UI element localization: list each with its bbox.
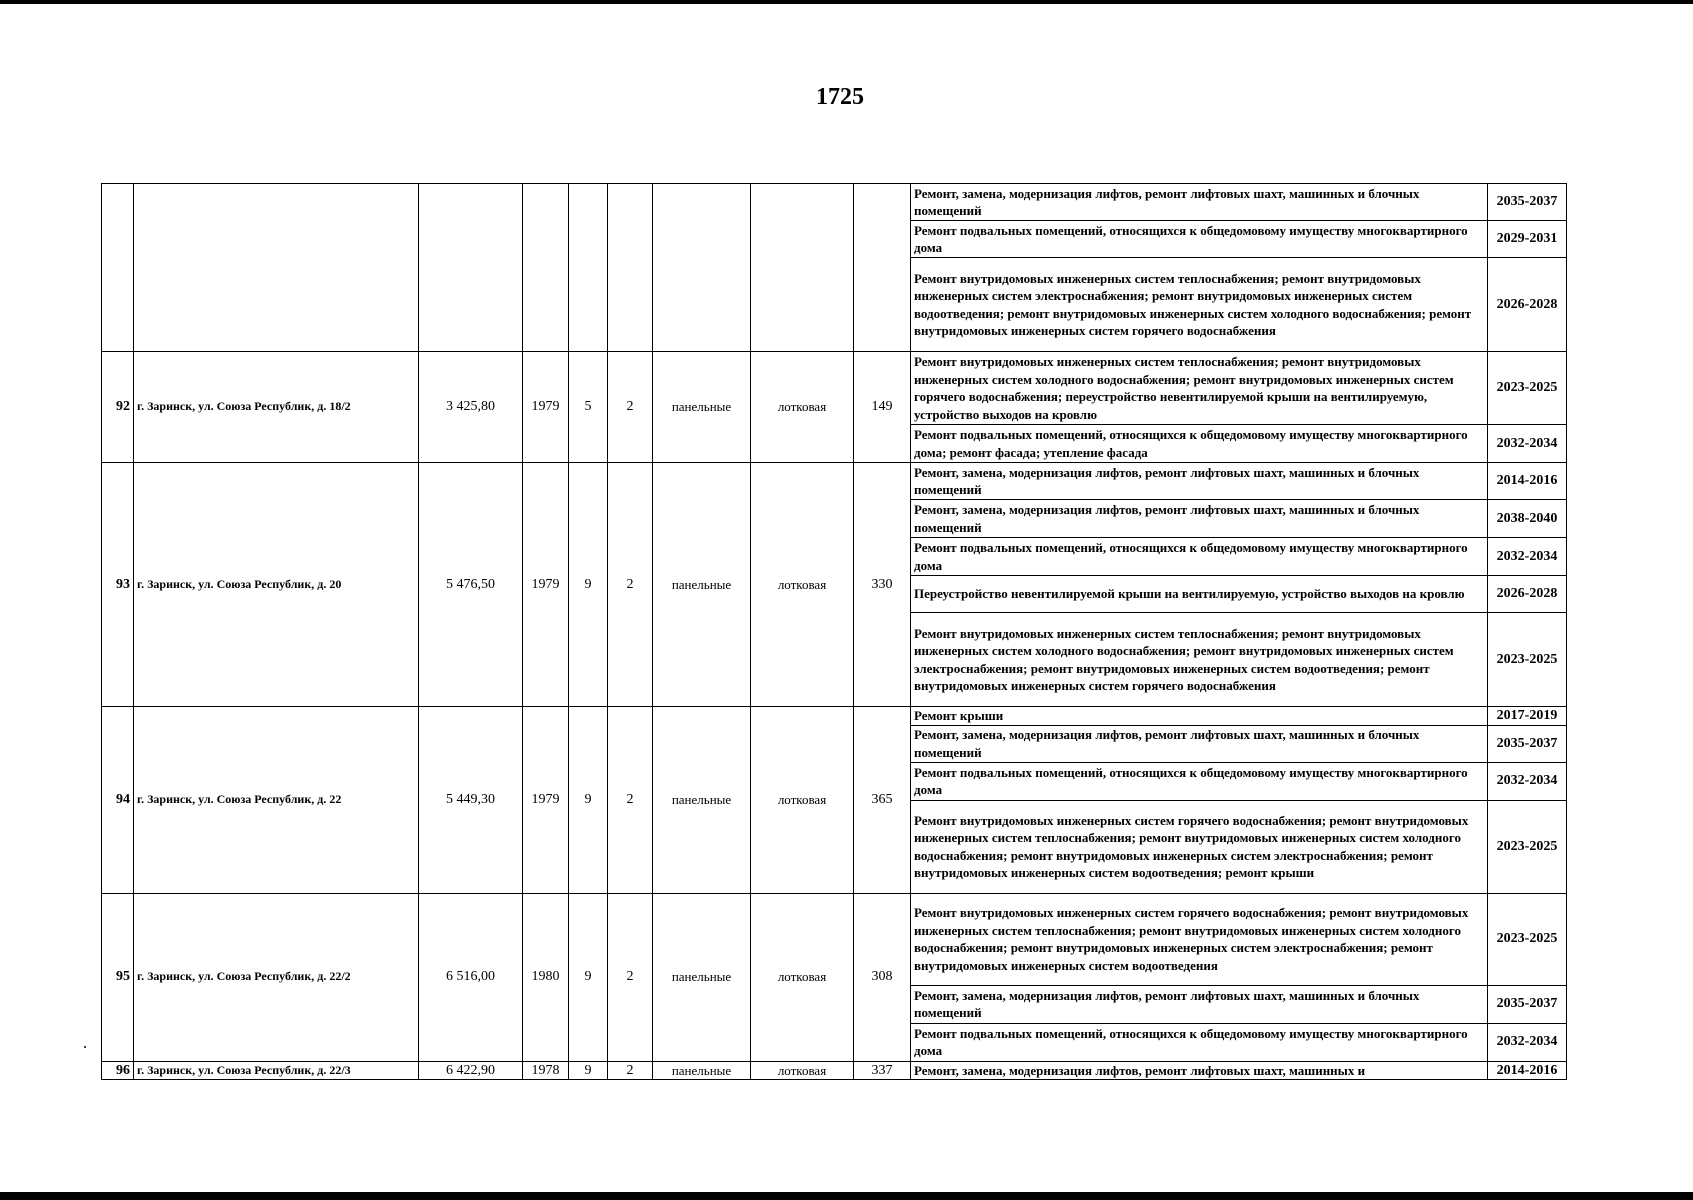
build-year: 1979 [523,463,569,707]
floors-count: 9 [569,893,608,1061]
work-period: 2023-2025 [1488,893,1567,985]
work-description: Ремонт, замена, модернизация лифтов, ремонт лифтовых шахт, машинных и блочных помещений [911,985,1488,1023]
table-row [102,1061,1567,1080]
work-period: 2017-2019 [1488,707,1567,726]
house-address [134,184,419,352]
work-description: Ремонт подвальных помещений, относящихся к общедомовому имуществу многоквартирного дома; ремонт фасада; утепление фасада [911,425,1488,463]
house-address: г. Заринск, ул. Союза Республик, д. 22 [134,707,419,894]
work-description: Ремонт, замена, модернизация лифтов, ремонт лифтовых шахт, машинных и блочных помещений [911,184,1488,221]
work-period: 2035-2037 [1488,985,1567,1023]
total-area: 5 476,50 [419,463,523,707]
roof-type: лотковая [751,1061,854,1080]
wall-material: панельные [653,352,751,463]
scan-speck [84,1046,86,1048]
entrances-count [608,184,653,352]
roof-type: лотковая [751,893,854,1061]
table-body [102,184,1567,1080]
table-row [102,352,1567,425]
work-description: Ремонт крыши [911,707,1488,726]
roof-type [751,184,854,352]
work-description: Ремонт, замена, модернизация лифтов, ремонт лифтовых шахт, машинных и блочных помещений [911,725,1488,762]
residents-count: 337 [854,1061,911,1080]
work-description: Ремонт подвальных помещений, относящихся к общедомовому имуществу многоквартирного дома [911,538,1488,576]
residents-count: 330 [854,463,911,707]
work-period: 2014-2016 [1488,1061,1567,1080]
entrances-count: 2 [608,893,653,1061]
work-period: 2038-2040 [1488,500,1567,538]
entrances-count: 2 [608,1061,653,1080]
total-area: 3 425,80 [419,352,523,463]
floors-count: 5 [569,352,608,463]
wall-material: панельные [653,893,751,1061]
residents-count [854,184,911,352]
build-year: 1979 [523,352,569,463]
work-period: 2032-2034 [1488,425,1567,463]
work-description: Переустройство невентилируемой крыши на вентилируемую, устройство выходов на кровлю [911,576,1488,613]
wall-material [653,184,751,352]
build-year: 1979 [523,707,569,894]
work-description: Ремонт подвальных помещений, относящихся к общедомовому имуществу многоквартирного дома [911,221,1488,258]
roof-type: лотковая [751,707,854,894]
build-year: 1978 [523,1061,569,1080]
work-description: Ремонт, замена, модернизация лифтов, ремонт лифтовых шахт, машинных и блочных помещений [911,500,1488,538]
build-year: 1980 [523,893,569,1061]
work-period: 2023-2025 [1488,800,1567,893]
floors-count: 9 [569,1061,608,1080]
work-description: Ремонт внутридомовых инженерных систем теплоснабжения; ремонт внутридомовых инженерных систем электроснабжения; ремонт внутридомовых инженерных систем водоотведения; ремонт внутридомовых инженерных систем холодного водоснабжения; ремонт внутридомовых инженерных систем горячего водоснабжения [911,258,1488,352]
work-description: Ремонт, замена, модернизация лифтов, ремонт лифтовых шахт, машинных и [911,1061,1488,1080]
entrances-count: 2 [608,463,653,707]
work-period: 2026-2028 [1488,258,1567,352]
work-period: 2026-2028 [1488,576,1567,613]
page-number: 1725 [816,84,864,110]
top-scan-border [0,0,1693,4]
work-period: 2035-2037 [1488,725,1567,762]
table-row [102,893,1567,985]
row-number: 95 [102,893,134,1061]
table-row [102,707,1567,726]
work-period: 2023-2025 [1488,613,1567,707]
residents-count: 149 [854,352,911,463]
work-description: Ремонт подвальных помещений, относящихся к общедомовому имуществу многоквартирного дома [911,762,1488,800]
work-period: 2035-2037 [1488,184,1567,221]
entrances-count: 2 [608,352,653,463]
total-area: 5 449,30 [419,707,523,894]
row-number: 94 [102,707,134,894]
table-row [102,184,1567,221]
entrances-count: 2 [608,707,653,894]
row-number: 92 [102,352,134,463]
work-description: Ремонт внутридомовых инженерных систем горячего водоснабжения; ремонт внутридомовых инженерных систем теплоснабжения; ремонт внутридомовых инженерных систем холодного водоснабжения; ремонт внутридомовых инженерных систем электроснабжения; ремонт внутридомовых инженерных систем водоотведения [911,893,1488,985]
work-period: 2023-2025 [1488,352,1567,425]
work-description: Ремонт внутридомовых инженерных систем теплоснабжения; ремонт внутридомовых инженерных систем холодного водоснабжения; ремонт внутридомовых инженерных систем горячего водоснабжения; переустройство невентилируемой крыши на вентилируемую, устройство выходов на кровлю [911,352,1488,425]
house-address: г. Заринск, ул. Союза Республик, д. 22/3 [134,1061,419,1080]
house-address: г. Заринск, ул. Союза Республик, д. 18/2 [134,352,419,463]
row-number: 96 [102,1061,134,1080]
residents-count: 365 [854,707,911,894]
bottom-scan-border [0,1192,1693,1200]
total-area: 6 516,00 [419,893,523,1061]
row-number [102,184,134,352]
housing-repair-table [101,183,1567,1080]
house-address: г. Заринск, ул. Союза Республик, д. 22/2 [134,893,419,1061]
work-period: 2014-2016 [1488,463,1567,500]
work-period: 2029-2031 [1488,221,1567,258]
floors-count: 9 [569,463,608,707]
wall-material: панельные [653,1061,751,1080]
floors-count: 9 [569,707,608,894]
floors-count [569,184,608,352]
roof-type: лотковая [751,463,854,707]
residents-count: 308 [854,893,911,1061]
total-area: 6 422,90 [419,1061,523,1080]
work-period: 2032-2034 [1488,1023,1567,1061]
build-year [523,184,569,352]
row-number: 93 [102,463,134,707]
wall-material: панельные [653,707,751,894]
work-description: Ремонт подвальных помещений, относящихся к общедомовому имуществу многоквартирного дома [911,1023,1488,1061]
total-area [419,184,523,352]
work-period: 2032-2034 [1488,762,1567,800]
work-period: 2032-2034 [1488,538,1567,576]
work-description: Ремонт внутридомовых инженерных систем теплоснабжения; ремонт внутридомовых инженерных систем холодного водоснабжения; ремонт внутридомовых инженерных систем электроснабжения; ремонт внутридомовых инженерных систем водоотведения; ремонт внутридомовых инженерных систем горячего водоснабжения [911,613,1488,707]
table-row [102,463,1567,500]
work-description: Ремонт внутридомовых инженерных систем горячего водоснабжения; ремонт внутридомовых инженерных систем теплоснабжения; ремонт внутридомовых инженерных систем холодного водоснабжения; ремонт внутридомовых инженерных систем электроснабжения; ремонт внутридомовых инженерных систем водоотведения; ремонт крыши [911,800,1488,893]
roof-type: лотковая [751,352,854,463]
wall-material: панельные [653,463,751,707]
work-description: Ремонт, замена, модернизация лифтов, ремонт лифтовых шахт, машинных и блочных помещений [911,463,1488,500]
house-address: г. Заринск, ул. Союза Республик, д. 20 [134,463,419,707]
